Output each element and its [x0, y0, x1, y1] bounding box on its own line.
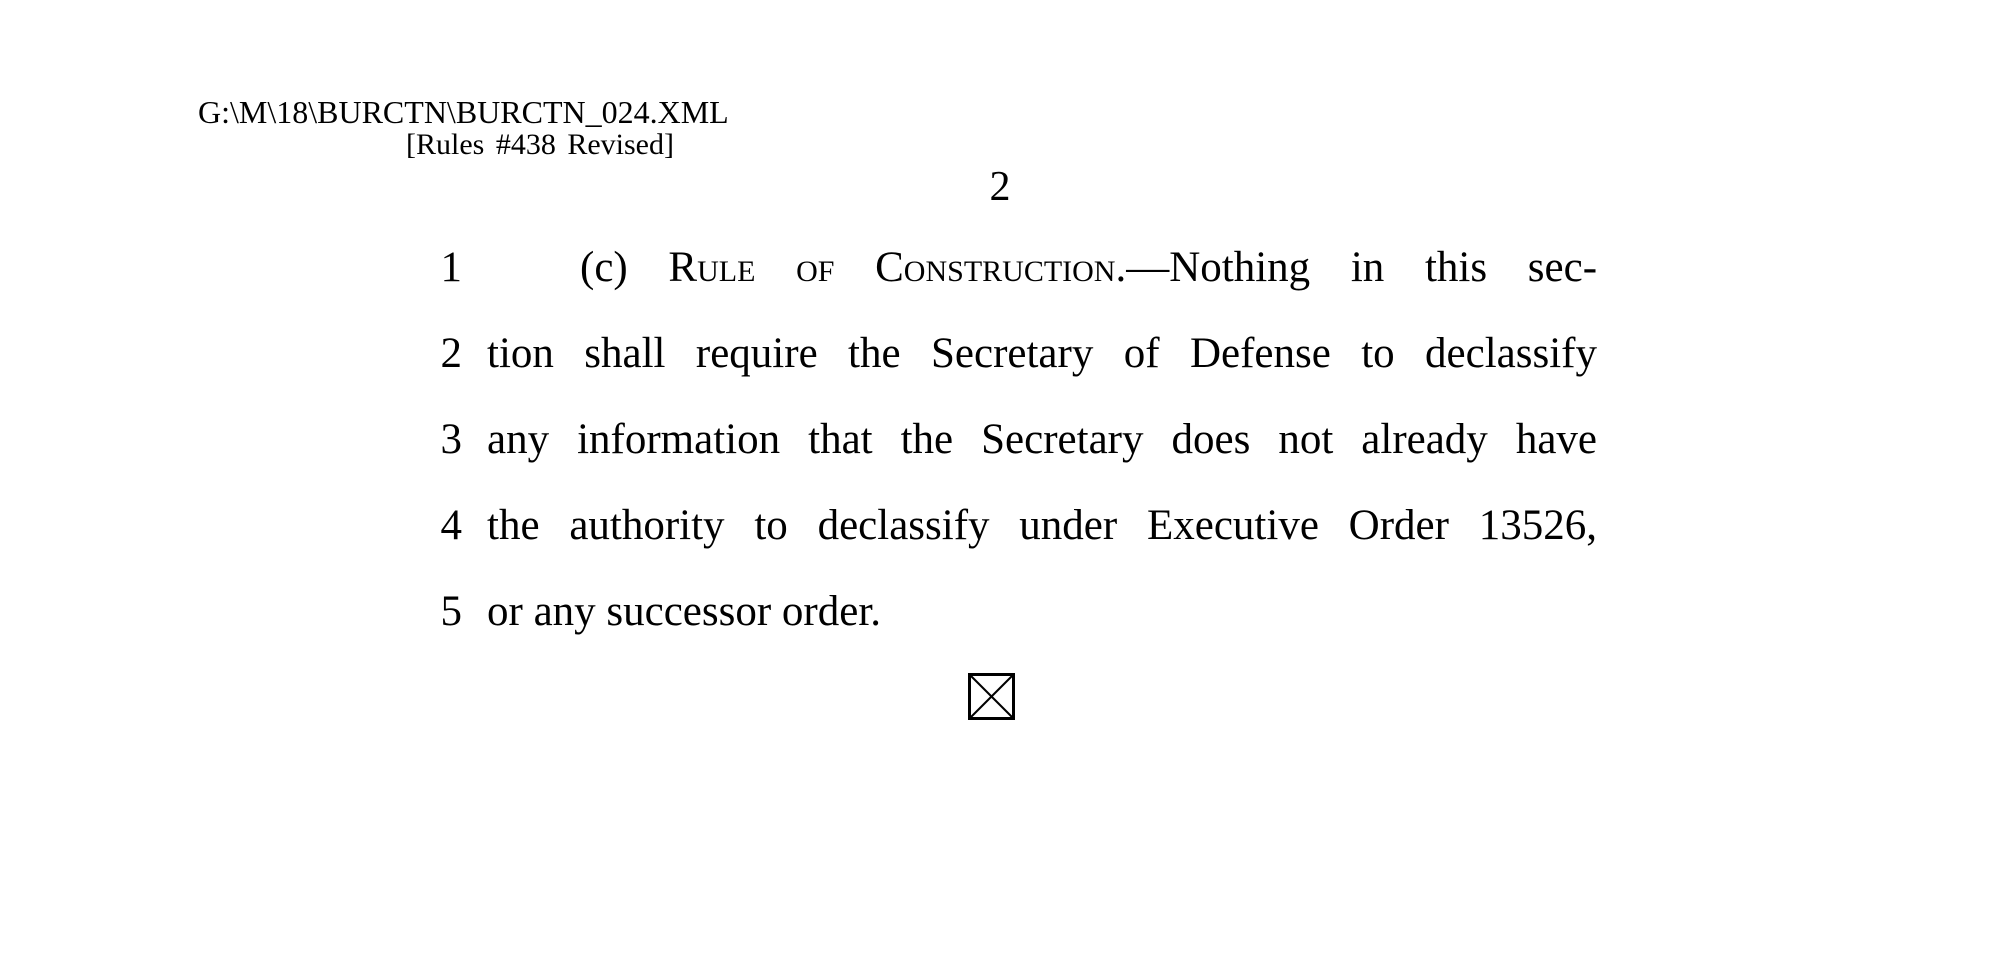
- line-number: 3: [440, 416, 462, 463]
- file-path-header: G:\M\18\BURCTN\BURCTN_024.XML: [198, 94, 729, 130]
- text-line: [420, 324, 1600, 410]
- line-content: the authority to declassify under Executive Order 13526,: [487, 502, 1597, 549]
- line-content: Nothing in this sec-: [1169, 244, 1598, 291]
- text-line: [420, 496, 1600, 582]
- text-line: [420, 582, 1600, 668]
- section-label: (c): [580, 244, 628, 291]
- line-content: any information that the Secretary does not already have: [487, 416, 1597, 463]
- page-number: 2: [989, 164, 1011, 210]
- line-number: 5: [440, 588, 462, 635]
- heading-dash: .—: [1115, 244, 1170, 291]
- line-number: 2: [440, 330, 462, 377]
- line-number: 1: [440, 244, 462, 291]
- bill-text-block: [420, 238, 1600, 668]
- boxed-x-icon: [968, 673, 1015, 720]
- line-number: 4: [440, 502, 462, 549]
- rules-revision-note: [Rules #438 Revised]: [406, 128, 674, 161]
- line-content: tion shall require the Secretary of Defense to declassify: [487, 330, 1597, 377]
- line-text: [580, 238, 1597, 298]
- section-heading: Rule of Construction: [668, 244, 1116, 291]
- text-line: [420, 238, 1600, 324]
- text-line: [420, 410, 1600, 496]
- line-content: or any successor order.: [487, 588, 882, 635]
